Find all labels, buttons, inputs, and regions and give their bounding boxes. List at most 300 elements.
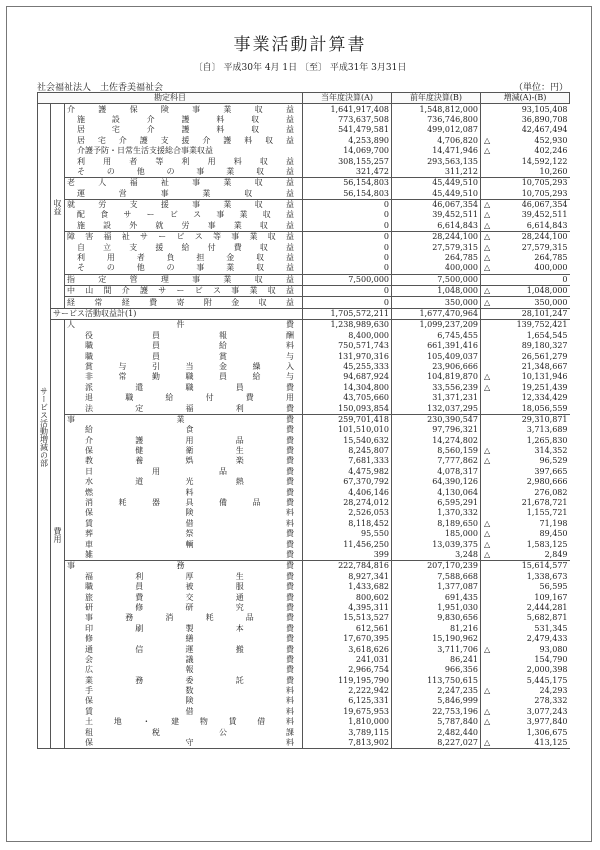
previous-amount xyxy=(392,446,481,456)
previous-amount xyxy=(392,696,481,706)
diff-amount-value: 531,345 xyxy=(534,623,568,633)
current-amount xyxy=(303,199,392,210)
account-label-text: 日用品費 xyxy=(85,466,294,476)
diff-amount xyxy=(481,727,570,737)
table-row xyxy=(38,125,570,135)
account-label-text: 配食サービス事業収益 xyxy=(77,210,294,220)
current-amount-value: 45,255,333 xyxy=(343,361,389,371)
account-label xyxy=(65,286,303,297)
previous-amount-value: 28,244,100 xyxy=(432,232,478,242)
diff-amount-value: 400,000 xyxy=(534,263,568,273)
current-amount xyxy=(303,436,392,446)
account-label-text: 印刷製本費 xyxy=(85,623,294,633)
diff-amount-value: 1,338,673 xyxy=(526,571,568,581)
account-label-text: 保険料 xyxy=(85,508,294,518)
diff-amount xyxy=(481,274,570,285)
current-amount-value: 0 xyxy=(383,210,389,220)
account-label xyxy=(65,156,303,166)
account-label-text: 事務消耗品費 xyxy=(85,613,294,623)
diff-amount-value: 1,265,830 xyxy=(526,435,568,445)
negative-triangle-icon: △ xyxy=(484,644,491,654)
current-amount-value: 222,784,816 xyxy=(338,561,389,571)
previous-amount xyxy=(392,403,481,414)
diff-amount xyxy=(481,189,570,200)
current-amount xyxy=(303,351,392,361)
account-label xyxy=(65,221,303,232)
account-label-text: 非常勤職員給与 xyxy=(85,372,294,382)
table-row xyxy=(38,644,570,654)
current-amount xyxy=(303,529,392,539)
diff-amount xyxy=(481,125,570,135)
current-amount xyxy=(303,613,392,623)
account-label-text: 賃借料 xyxy=(85,706,294,716)
negative-triangle-icon: △ xyxy=(484,446,491,456)
previous-amount-value: 45,449,510 xyxy=(432,188,478,198)
diff-amount-value: 452,930 xyxy=(534,135,568,145)
previous-amount-value: 39,452,511 xyxy=(432,210,478,220)
previous-amount-value: 104,819,870 xyxy=(427,372,478,382)
table-row xyxy=(38,436,570,446)
diff-amount-value: 21,678,721 xyxy=(521,498,568,508)
negative-triangle-icon: △ xyxy=(484,263,491,273)
account-label-text: 賞与引当金繰入 xyxy=(85,361,294,371)
current-amount-value: 14,069,700 xyxy=(343,146,389,156)
account-label-text: 福利厚生費 xyxy=(85,571,294,581)
current-amount xyxy=(303,274,392,285)
account-label-text: 保健衛生費 xyxy=(85,446,294,456)
income-total-prev: 1,677,470,964 xyxy=(392,308,481,319)
table-row xyxy=(38,519,570,529)
previous-amount-value: 14,471,946 xyxy=(432,146,478,156)
diff-amount-value: 28,244,100 xyxy=(521,232,568,242)
previous-amount-value: 132,037,295 xyxy=(427,403,478,413)
current-amount-value: 773,637,508 xyxy=(338,114,389,124)
diff-amount-value: 402,246 xyxy=(534,146,568,156)
account-label-text: 派遣職員費 xyxy=(85,382,294,392)
section-expense: 費用 xyxy=(51,320,65,749)
section-service: サービス活動増減の部 xyxy=(38,104,51,749)
table-row xyxy=(38,372,570,382)
diff-amount-value: 3,977,840 xyxy=(526,717,568,727)
current-amount xyxy=(303,125,392,135)
diff-amount xyxy=(481,146,570,156)
previous-amount xyxy=(392,738,481,749)
account-label xyxy=(65,446,303,456)
account-label xyxy=(65,263,303,274)
account-label-text: 事業費 xyxy=(67,414,294,424)
account-label xyxy=(65,456,303,466)
current-amount xyxy=(303,738,392,749)
table-row xyxy=(38,624,570,634)
diff-amount-value: 6,614,843 xyxy=(526,220,568,230)
current-amount xyxy=(303,519,392,529)
current-amount-value: 0 xyxy=(383,286,389,296)
account-label-text: 役員報酬 xyxy=(85,330,294,340)
current-amount-value: 241,031 xyxy=(355,654,389,664)
diff-amount xyxy=(481,210,570,220)
diff-amount xyxy=(481,738,570,749)
current-amount xyxy=(303,539,392,549)
current-amount xyxy=(303,167,392,178)
diff-amount-value: 2,444,281 xyxy=(526,602,568,612)
previous-amount-value: 45,449,510 xyxy=(432,178,478,188)
previous-amount-value: 691,435 xyxy=(444,592,478,602)
previous-amount xyxy=(392,624,481,634)
table-row xyxy=(38,675,570,685)
current-amount-value: 3,789,115 xyxy=(348,727,389,737)
current-amount xyxy=(303,456,392,466)
previous-amount-value: 86,241 xyxy=(450,654,478,664)
previous-amount xyxy=(392,644,481,654)
account-label-text: 旅費交通費 xyxy=(85,592,294,602)
current-amount xyxy=(303,508,392,518)
previous-amount-value: 264,785 xyxy=(444,253,478,263)
diff-amount-value: 109,167 xyxy=(534,592,568,602)
negative-triangle-icon: △ xyxy=(484,382,491,392)
current-amount-value: 0 xyxy=(383,263,389,273)
current-amount xyxy=(303,104,392,115)
current-amount-value: 0 xyxy=(383,232,389,242)
current-amount-value: 0 xyxy=(383,253,389,263)
previous-amount xyxy=(392,539,481,549)
previous-amount xyxy=(392,263,481,274)
diff-amount xyxy=(481,603,570,613)
table-row xyxy=(38,707,570,717)
table-row xyxy=(38,446,570,456)
account-label-text: 事務費 xyxy=(67,561,294,571)
previous-amount-value: 661,391,416 xyxy=(427,341,478,351)
account-label-text: 運営事業収益 xyxy=(77,188,294,198)
current-amount-value: 4,395,311 xyxy=(348,602,389,612)
previous-amount xyxy=(392,189,481,200)
diff-amount-value: 39,452,511 xyxy=(521,210,568,220)
account-label xyxy=(65,696,303,706)
diff-amount xyxy=(481,403,570,414)
current-amount xyxy=(303,210,392,220)
unit-label: （単位：円） xyxy=(513,83,568,93)
diff-amount-value: 89,450 xyxy=(539,529,568,539)
account-label-text: その他の事業収益 xyxy=(77,263,294,273)
previous-amount xyxy=(392,286,481,297)
account-label xyxy=(65,561,303,572)
diff-amount xyxy=(481,561,570,572)
previous-amount-value: 5,787,840 xyxy=(437,717,478,727)
previous-amount-value: 207,170,239 xyxy=(427,561,478,571)
diff-amount-value: 26,561,279 xyxy=(521,351,568,361)
diff-amount xyxy=(481,634,570,644)
previous-amount-value: 311,212 xyxy=(444,166,478,176)
current-amount xyxy=(303,644,392,654)
previous-amount-value: 113,750,615 xyxy=(427,675,478,685)
previous-amount xyxy=(392,167,481,178)
previous-amount xyxy=(392,487,481,497)
current-amount xyxy=(303,561,392,572)
diff-amount xyxy=(481,655,570,665)
current-amount-value: 800,602 xyxy=(355,592,389,602)
negative-triangle-icon: △ xyxy=(484,717,491,727)
current-amount xyxy=(303,286,392,297)
diff-amount-value: 3,713,689 xyxy=(526,425,568,435)
previous-amount xyxy=(392,136,481,146)
diff-amount xyxy=(481,167,570,178)
account-label-text: 中山間介護サービス事業収益 xyxy=(67,286,294,296)
current-amount-value: 28,274,012 xyxy=(343,498,389,508)
account-label xyxy=(65,572,303,582)
table-row xyxy=(38,221,570,232)
table-row xyxy=(38,232,570,243)
previous-amount-value: 31,371,231 xyxy=(432,393,478,403)
table-row xyxy=(38,487,570,497)
current-amount-value: 119,195,790 xyxy=(338,675,389,685)
table-row xyxy=(38,655,570,665)
previous-amount xyxy=(392,561,481,572)
diff-amount-value: 1,654,545 xyxy=(526,330,568,340)
account-label-text: 業務委託費 xyxy=(85,675,294,685)
diff-amount-value: 0 xyxy=(562,274,568,284)
account-label xyxy=(65,274,303,285)
account-label-text: 指定管理事業収益 xyxy=(67,274,294,284)
account-label xyxy=(65,167,303,178)
current-amount-value: 1,810,000 xyxy=(348,717,389,727)
previous-amount xyxy=(392,320,481,331)
diff-amount xyxy=(481,436,570,446)
account-label-text: 介護用品費 xyxy=(85,435,294,445)
previous-amount xyxy=(392,582,481,592)
diff-amount xyxy=(481,425,570,435)
table-row xyxy=(38,320,570,331)
account-label-text: 保険料 xyxy=(85,696,294,706)
diff-amount xyxy=(481,582,570,592)
account-label xyxy=(65,383,303,393)
previous-amount-value: 499,012,087 xyxy=(427,125,478,135)
header-item: 勘定科目 xyxy=(38,93,303,104)
account-label-text: 水道光熱費 xyxy=(85,477,294,487)
table-row xyxy=(38,383,570,393)
account-label-text: 法定福利費 xyxy=(85,403,294,413)
diff-amount-value: 3,077,243 xyxy=(526,706,568,716)
current-amount-value: 7,500,000 xyxy=(348,274,389,284)
diff-amount-value: 10,705,293 xyxy=(521,188,568,198)
current-amount xyxy=(303,634,392,644)
account-label-text: 職員賞与 xyxy=(85,351,294,361)
account-label xyxy=(65,232,303,243)
previous-amount-value: 46,067,354 xyxy=(432,200,478,210)
negative-triangle-icon: △ xyxy=(484,210,491,220)
diff-amount-value: 89,180,327 xyxy=(521,341,568,351)
account-label xyxy=(65,644,303,654)
table-row xyxy=(38,456,570,466)
previous-amount-value: 3,248 xyxy=(455,549,478,559)
previous-amount xyxy=(392,253,481,263)
previous-amount xyxy=(392,717,481,727)
diff-amount-value: 27,579,315 xyxy=(521,242,568,252)
previous-amount xyxy=(392,199,481,210)
previous-amount-value: 6,614,843 xyxy=(437,220,478,230)
diff-amount-value: 10,260 xyxy=(539,166,568,176)
previous-amount-value: 736,746,800 xyxy=(427,114,478,124)
account-label-text: 燃料費 xyxy=(85,487,294,497)
account-label xyxy=(65,508,303,518)
current-amount-value: 2,222,942 xyxy=(348,686,389,696)
account-label-text: 自立支援給付費収益 xyxy=(77,242,294,252)
diff-amount xyxy=(481,156,570,166)
diff-amount-value: 264,785 xyxy=(534,253,568,263)
diff-amount xyxy=(481,263,570,274)
previous-amount-value: 400,000 xyxy=(444,263,478,273)
current-amount-value: 8,927,341 xyxy=(348,571,389,581)
previous-amount-value: 7,588,668 xyxy=(437,571,478,581)
current-amount xyxy=(303,383,392,393)
negative-triangle-icon: △ xyxy=(484,686,491,696)
current-amount xyxy=(303,136,392,146)
diff-amount xyxy=(481,675,570,685)
diff-amount xyxy=(481,104,570,115)
account-label xyxy=(65,436,303,446)
previous-amount-value: 1,370,332 xyxy=(437,508,478,518)
table-row xyxy=(38,550,570,561)
table-row xyxy=(38,167,570,178)
current-amount xyxy=(303,665,392,675)
previous-amount-value: 4,130,064 xyxy=(437,487,478,497)
current-amount-value: 0 xyxy=(383,242,389,252)
previous-amount xyxy=(392,508,481,518)
account-label-text: 介護予防・日常生活支援総合事業収益 xyxy=(77,146,213,156)
previous-amount xyxy=(392,210,481,220)
negative-triangle-icon: △ xyxy=(484,738,491,748)
previous-amount xyxy=(392,331,481,341)
table-row xyxy=(38,727,570,737)
diff-amount xyxy=(481,508,570,518)
table-row xyxy=(38,582,570,592)
diff-amount xyxy=(481,221,570,232)
previous-amount-value: 185,000 xyxy=(444,529,478,539)
negative-triangle-icon: △ xyxy=(484,232,491,242)
account-label xyxy=(65,372,303,382)
table-row xyxy=(38,498,570,508)
table-row xyxy=(38,253,570,263)
previous-amount xyxy=(392,125,481,135)
account-label xyxy=(65,320,303,331)
previous-amount xyxy=(392,613,481,623)
document-title: 事業活動計算書 xyxy=(233,35,367,55)
account-label xyxy=(65,519,303,529)
account-label xyxy=(65,425,303,435)
previous-amount-value: 97,796,321 xyxy=(432,425,478,435)
table-row xyxy=(38,297,570,308)
diff-amount-value: 2,000,398 xyxy=(526,665,568,675)
table-row xyxy=(38,362,570,372)
current-amount xyxy=(303,487,392,497)
table-row xyxy=(38,592,570,602)
previous-amount xyxy=(392,362,481,372)
previous-amount xyxy=(392,146,481,156)
previous-amount-value: 4,078,317 xyxy=(437,466,478,476)
table-row xyxy=(38,178,570,189)
corporation-name: 社会福祉法人 土佐香美福祉会 xyxy=(37,83,164,93)
diff-amount-value: 21,348,667 xyxy=(521,361,568,371)
current-amount xyxy=(303,707,392,717)
table-row xyxy=(38,393,570,403)
diff-amount-value: 10,131,946 xyxy=(521,372,568,382)
negative-triangle-icon: △ xyxy=(484,220,491,230)
previous-amount xyxy=(392,393,481,403)
diff-amount-value: 278,332 xyxy=(534,696,568,706)
negative-triangle-icon: △ xyxy=(484,706,491,716)
account-label xyxy=(65,603,303,613)
previous-amount-value: 9,830,656 xyxy=(437,613,478,623)
diff-amount xyxy=(481,572,570,582)
current-amount-value: 0 xyxy=(383,220,389,230)
account-label-text: 人件費 xyxy=(67,320,294,330)
previous-amount xyxy=(392,603,481,613)
current-amount-value: 19,675,953 xyxy=(343,706,389,716)
current-amount-value: 56,154,803 xyxy=(343,178,389,188)
account-label-text: 居宅介護料収益 xyxy=(77,125,294,135)
previous-amount-value: 33,556,239 xyxy=(432,382,478,392)
table-row xyxy=(38,199,570,210)
negative-triangle-icon: △ xyxy=(484,372,491,382)
current-amount xyxy=(303,221,392,232)
previous-amount-value: 14,274,802 xyxy=(432,435,478,445)
previous-amount-value: 350,000 xyxy=(444,297,478,307)
previous-amount xyxy=(392,529,481,539)
diff-amount-value: 24,293 xyxy=(539,686,568,696)
current-amount-value: 43,705,660 xyxy=(343,393,389,403)
table-row xyxy=(38,263,570,274)
diff-amount xyxy=(481,477,570,487)
account-label xyxy=(65,242,303,252)
account-label xyxy=(65,351,303,361)
current-amount xyxy=(303,403,392,414)
previous-amount-value: 5,846,999 xyxy=(437,696,478,706)
current-amount xyxy=(303,592,392,602)
previous-amount xyxy=(392,372,481,382)
diff-amount-value: 139,752,421 xyxy=(516,320,568,330)
diff-amount xyxy=(481,519,570,529)
diff-amount-value: 56,595 xyxy=(539,582,568,592)
diff-amount xyxy=(481,414,570,425)
account-label xyxy=(65,189,303,200)
diff-amount xyxy=(481,286,570,297)
diff-amount xyxy=(481,331,570,341)
account-label-text: 教養娯楽費 xyxy=(85,456,294,466)
previous-amount-value: 22,753,196 xyxy=(432,706,478,716)
current-amount-value: 56,154,803 xyxy=(343,188,389,198)
table-row xyxy=(38,508,570,518)
diff-amount xyxy=(481,199,570,210)
current-amount xyxy=(303,372,392,382)
diff-amount-value: 93,080 xyxy=(539,644,568,654)
current-amount xyxy=(303,686,392,696)
diff-amount xyxy=(481,686,570,696)
current-amount-value: 6,125,331 xyxy=(348,696,389,706)
current-amount-value: 7,813,902 xyxy=(348,738,389,748)
account-label-text: 利用者負担金収益 xyxy=(77,253,294,263)
table-row xyxy=(38,561,570,572)
previous-amount xyxy=(392,727,481,737)
account-label xyxy=(65,210,303,220)
current-amount xyxy=(303,582,392,592)
table-row xyxy=(38,613,570,623)
current-amount-value: 1,238,989,630 xyxy=(330,320,389,330)
diff-amount xyxy=(481,178,570,189)
previous-amount xyxy=(392,498,481,508)
account-label-text: 賃借料 xyxy=(85,518,294,528)
account-label-text: 就労支援事業収益 xyxy=(67,200,294,210)
current-amount-value: 7,681,333 xyxy=(348,456,389,466)
diff-amount xyxy=(481,320,570,331)
current-amount xyxy=(303,425,392,435)
